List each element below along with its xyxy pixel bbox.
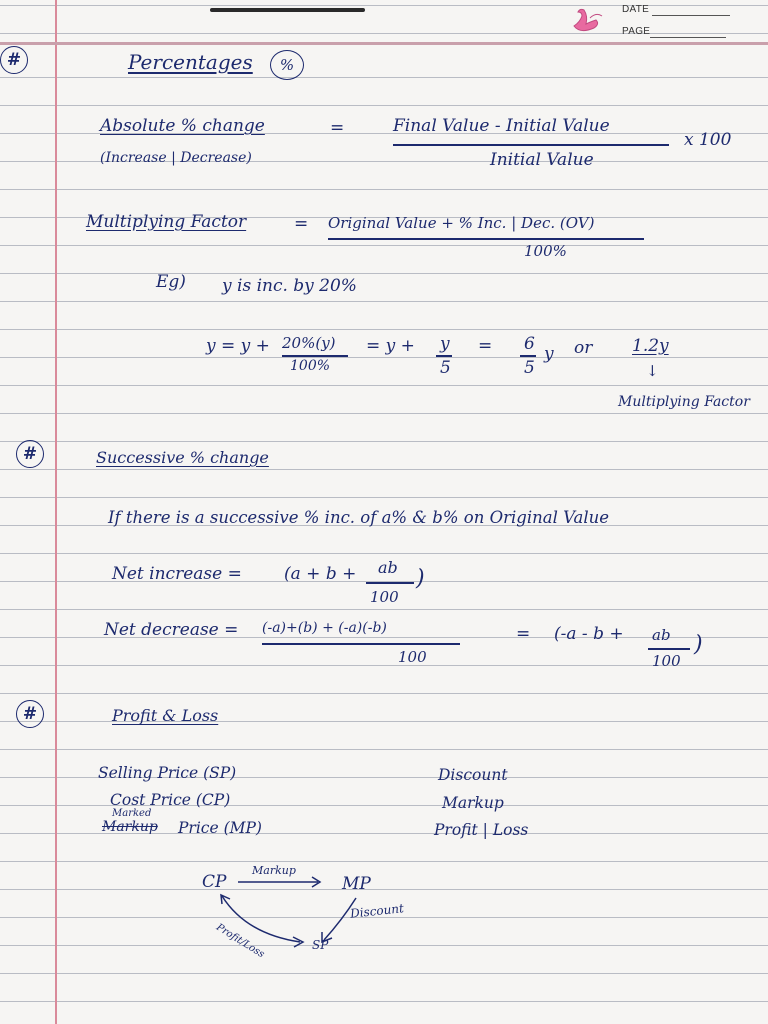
cost-price-item: Cost Price (CP) (110, 791, 231, 809)
example-frac3-num: 6 (524, 334, 535, 354)
mult-factor-denominator: 100% (524, 242, 567, 260)
hash-marker-3: # (16, 700, 44, 728)
marked-price-item: Price (MP) (178, 819, 262, 837)
hash-marker-1: # (0, 46, 28, 74)
diagram-profit-loss-label: Profit/Loss (214, 922, 267, 961)
diagram-discount-label: Discount (349, 901, 405, 921)
net-decrease-eq: = (516, 624, 531, 644)
abs-change-sub: (Increase | Decrease) (100, 150, 252, 166)
net-decrease-num: (-a)+(b) + (-a)(-b) (262, 620, 387, 636)
example-eq2: = y + (366, 336, 415, 356)
example-statement: y is inc. by 20% (222, 276, 357, 296)
abs-change-label: Absolute % change (100, 116, 265, 136)
net-decrease-label: Net decrease = (104, 620, 239, 640)
net-decrease-num2: ab (652, 626, 671, 644)
profit-loss-heading: Profit & Loss (112, 706, 219, 725)
arrow-cp-to-sp (222, 896, 300, 942)
markup-struck-word: Markup (102, 819, 158, 835)
marked-small-note: Marked (112, 808, 152, 819)
abs-change-eq: = (330, 118, 345, 138)
diagram-mp: MP (342, 874, 371, 894)
net-decrease-open: (-a - b + (554, 624, 624, 644)
markup-item: Markup (442, 794, 504, 812)
example-frac3-var: y (544, 344, 554, 364)
example-result: 1.2y (632, 336, 669, 356)
profit-loss-item: Profit | Loss (434, 821, 529, 839)
example-frac1-den: 100% (290, 358, 331, 374)
net-increase-close: ) (416, 566, 425, 591)
abs-change-denominator: Initial Value (490, 150, 594, 170)
net-decrease-close: ) (694, 632, 703, 657)
page-title: Percentages (128, 50, 253, 74)
selling-price-item: Selling Price (SP) (98, 764, 237, 782)
net-increase-label: Net increase = (112, 564, 242, 584)
mult-factor-eq: = (294, 214, 309, 234)
example-result-label: Multiplying Factor (618, 394, 750, 410)
date-label: DATE (622, 4, 650, 15)
abs-change-numerator: Final Value - Initial Value (393, 116, 610, 136)
successive-heading: Successive % change (96, 448, 269, 467)
page-label: PAGE (622, 26, 651, 37)
example-frac2-num: y (440, 334, 450, 354)
example-frac1-num: 20%(y) (282, 334, 336, 352)
arrow-mp-to-sp (324, 898, 356, 940)
diagram-markup-label: Markup (252, 864, 296, 877)
example-arrow: ↓ (646, 362, 659, 380)
successive-statement: If there is a successive % inc. of a% & b% on Original Value (108, 508, 609, 527)
percent-symbol: % (270, 50, 304, 80)
net-decrease-den2: 100 (652, 652, 681, 670)
example-frac2-den: 5 (440, 358, 451, 378)
mult-factor-label: Multiplying Factor (86, 212, 247, 232)
diagram-cp: CP (202, 872, 227, 892)
example-eq3: = (478, 336, 493, 356)
example-or: or (574, 338, 593, 358)
mult-factor-numerator: Original Value + % Inc. | Dec. (OV) (328, 214, 595, 232)
diagram-sp: SP (312, 938, 329, 952)
net-increase-den: 100 (370, 588, 399, 606)
hash-marker-2: # (16, 440, 44, 468)
example-y-eq: y = y + (206, 336, 270, 356)
discount-item: Discount (438, 766, 508, 784)
arrowhead-cp-end (221, 895, 230, 904)
example-label: Eg) (156, 272, 186, 292)
net-increase-open: (a + b + (284, 564, 357, 584)
abs-change-times: x 100 (684, 130, 732, 150)
net-decrease-den: 100 (398, 648, 427, 666)
example-frac3-den: 5 (524, 358, 535, 378)
net-increase-num: ab (378, 558, 398, 577)
